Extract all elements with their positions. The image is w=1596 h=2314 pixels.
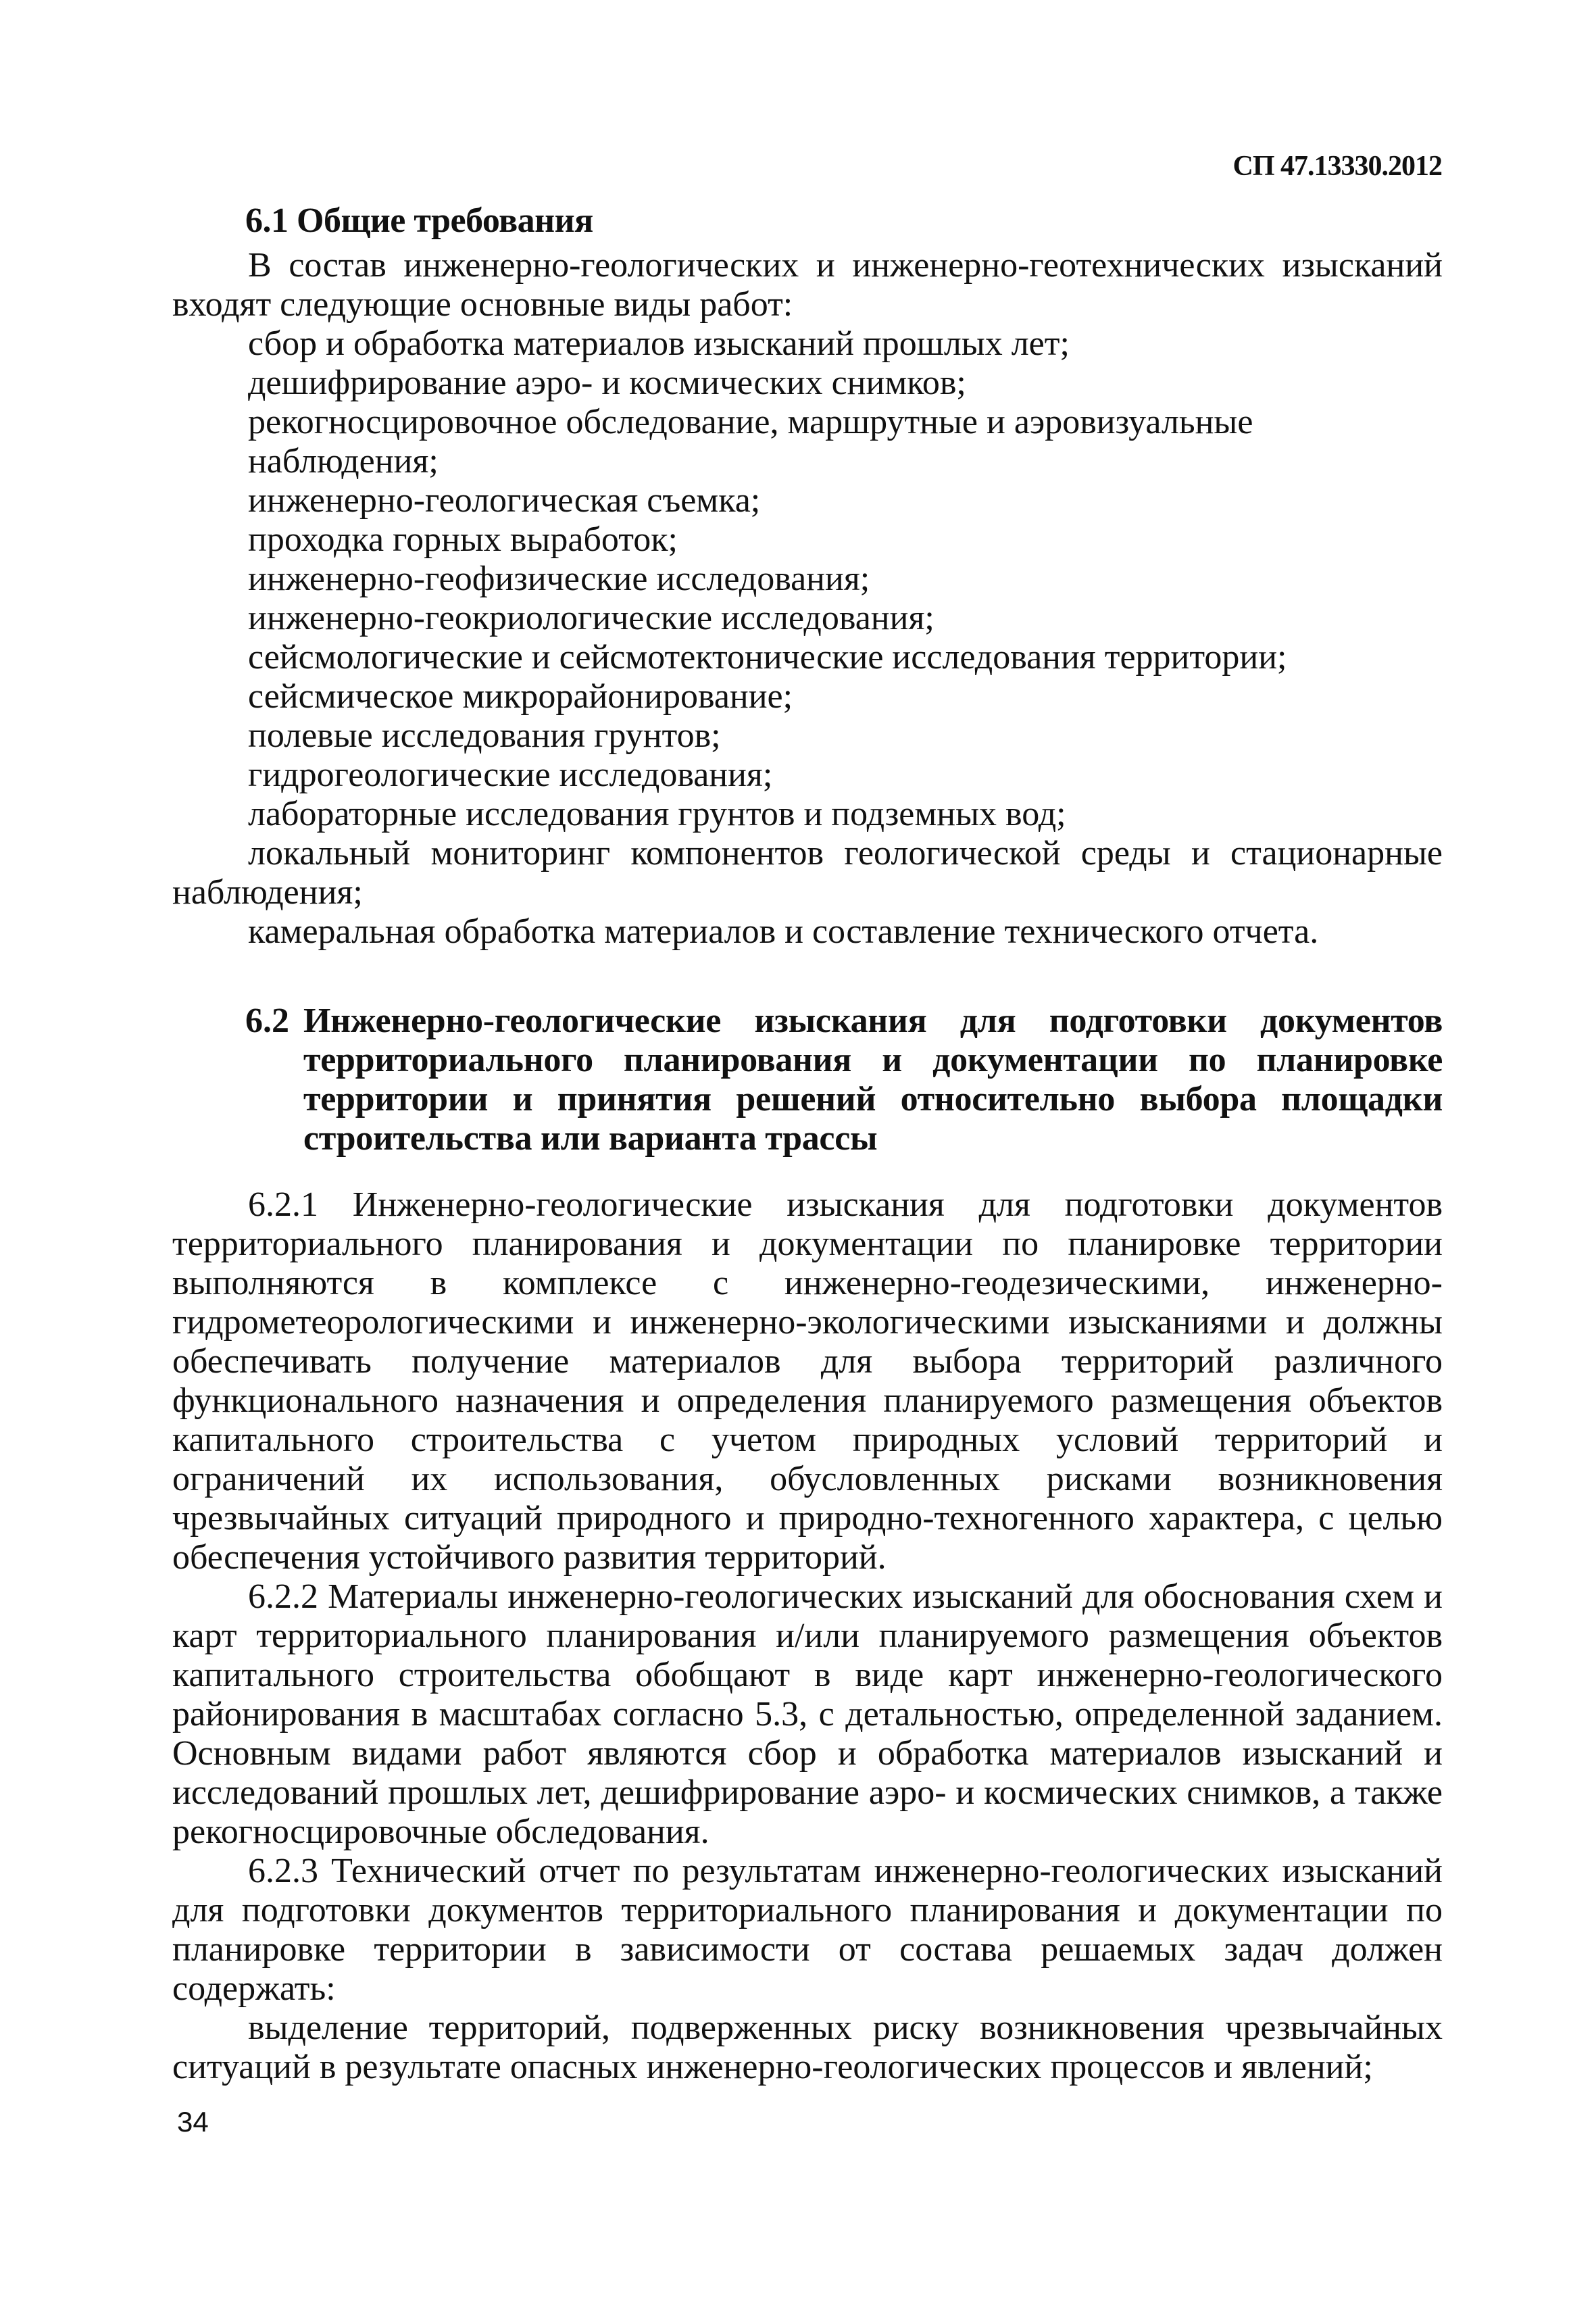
section-6-2-title: Инженерно-геологические изыскания для подготовки документов территориального планирования и документации по планировке территории и принятия решений относительно выбора площадки строительства или варианта трассы xyxy=(303,1002,1443,1158)
clause-6-2-1: 6.2.1 Инженерно-геологические изыскания для подготовки документов территориального планирования и документации по планировке территории выполняются в комплексе с инженерно-геодезическими, инженерно-гидрометеорологическими и инженерно-экологическими изысканиями и должны обеспечивать получение материалов для выбора территорий различного функционального назначения и определения планируемого размещения объектов капитального строительства с учетом природных условий территорий и ограничений их использования, обусловленных рисками возникновения чрезвычайных ситуаций природного и природно-техногенного характера, с целью обеспечения устойчивого развития территорий. xyxy=(172,1185,1443,1577)
clause-6-2-3-item: выделение территорий, подверженных риску возникновения чрезвычайных ситуаций в результате опасных инженерно-геологических процессов и явлений; xyxy=(172,2009,1443,2086)
clause-6-2-2: 6.2.2 Материалы инженерно-геологических изысканий для обоснования схем и карт территориального планирования и/или планируемого размещения объектов капитального строительства обобщают в виде карт инженерно-геологического районирования в масштабах согласно 5.3, с детальностью, определенной заданием. Основным видами работ являются сбор и обработка материалов изысканий и исследований прошлых лет, дешифрирование аэро- и космических снимков, а также рекогносцировочные обследования. xyxy=(172,1577,1443,1851)
list-item: камеральная обработка материалов и составление технического отчета. xyxy=(248,912,1319,951)
section-6-1-title: 6.1 Общие требования xyxy=(245,201,593,240)
document-code: СП 47.13330.2012 xyxy=(1232,151,1442,182)
list-item: сейсмическое микрорайонирование; xyxy=(248,677,793,716)
list-item: гидрогеологические исследования; xyxy=(248,756,773,794)
section-6-2-number: 6.2 xyxy=(245,1002,289,1040)
list-item: рекогносцировочное обследование, маршрутные и аэровизуальные наблюдения; xyxy=(248,403,1253,481)
section-6-2-heading xyxy=(172,1002,1443,1158)
list-item: полевые исследования грунтов; xyxy=(248,716,721,755)
list-item: локальный мониторинг компонентов геологической среды и стационарные наблюдения; xyxy=(172,834,1443,912)
list-item: сейсмологические и сейсмотектонические исследования территории; xyxy=(248,638,1287,676)
page-content xyxy=(172,201,1443,2087)
section-6-1-intro: В состав инженерно-геологических и инженерно-геотехнических изысканий входят следующие основные виды работ: xyxy=(172,246,1443,324)
list-item: проходка горных выработок; xyxy=(248,520,678,559)
list-item: инженерно-геологическая съемка; xyxy=(248,481,761,520)
page-number: 34 xyxy=(177,2106,209,2138)
list-item: дешифрирование аэро- и космических снимков; xyxy=(248,364,966,402)
list-item: инженерно-геофизические исследования; xyxy=(248,560,870,598)
list-item: сбор и обработка материалов изысканий прошлых лет; xyxy=(248,324,1070,363)
list-item: инженерно-геокриологические исследования; xyxy=(248,599,934,637)
clause-6-2-3: 6.2.3 Технический отчет по результатам инженерно-геологических изысканий для подготовки документов территориального планирования и документации по планировке территории в зависимости от состава решаемых задач должен содержать: xyxy=(172,1852,1443,2008)
list-item: лабораторные исследования грунтов и подземных вод; xyxy=(248,795,1066,833)
